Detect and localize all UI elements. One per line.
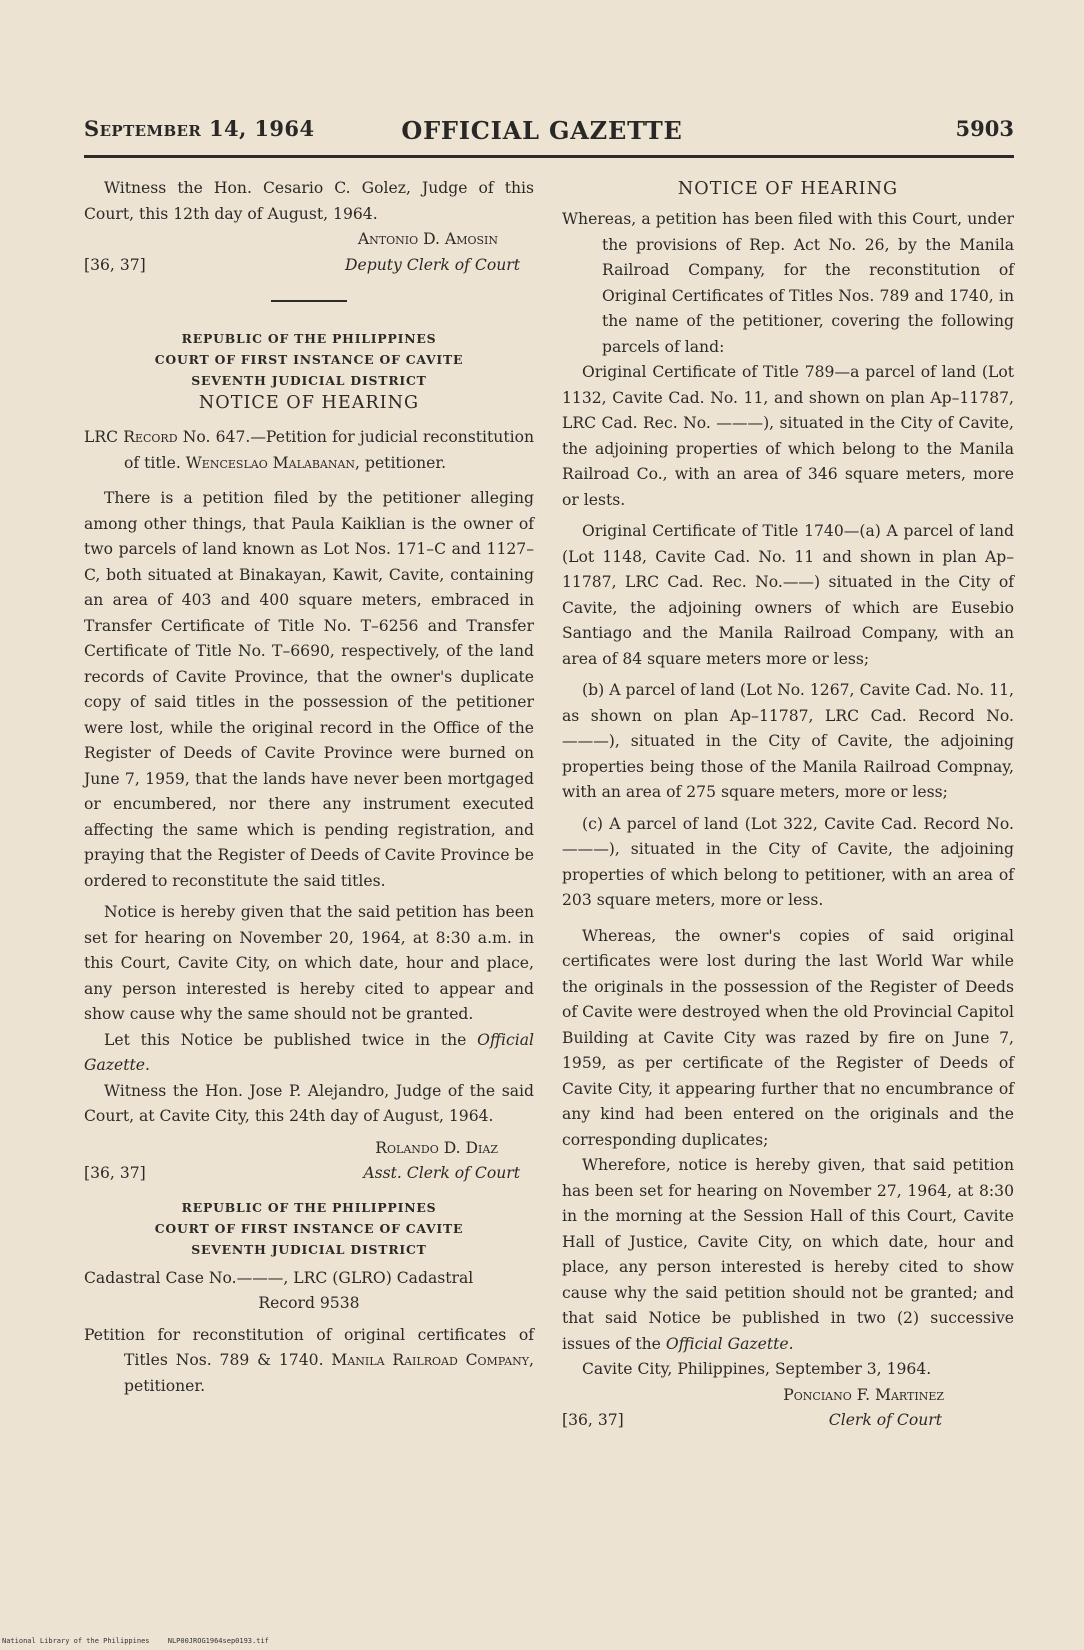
publish-paragraph	[84, 1028, 534, 1079]
scan-footer	[2, 1637, 283, 1645]
section-divider	[271, 300, 347, 302]
issue-reference-1: [36, 37]	[84, 255, 146, 274]
header-date: September 14, 1964	[84, 116, 315, 141]
header-rule	[84, 155, 1014, 158]
notice-title-2: NOTICE OF HEARING	[677, 179, 899, 199]
hearing-notice-paragraph: Notice is hereby given that the said petition has been set for hearing on November 20, 1964, at 8:30 a.m. in this Court, Cavite City, on which date, hour and place, any person interested is hereby cited to appear and show cause why the same should not be granted.	[84, 903, 534, 1023]
signature-name-3: Ponciano F. Martinez	[783, 1385, 944, 1404]
signature-title-1: Deputy Clerk of Court	[345, 255, 520, 274]
court-heading-2-line-2: COURT OF FIRST INSTANCE OF CAVITE	[154, 1220, 464, 1236]
cadastral-record-line: Record 9538	[258, 1294, 360, 1312]
court-heading-1-line-3: SEVENTH JUDICIAL DISTRICT	[191, 373, 427, 388]
petition-caption-text: Petition for reconstitution of original certificates of Titles Nos. 789 & 1740.	[84, 1325, 534, 1369]
court-heading-1-line-1: REPUBLIC OF THE PHILIPPINES	[181, 331, 437, 346]
court-heading-2-line-1: REPUBLIC OF THE PHILIPPINES	[181, 1199, 437, 1215]
parcel-b-paragraph: (b) A parcel of land (Lot No. 1267, Cavite Cad. No. 11, as shown on plan Ap–11787, LRC Cad. Record No. ———), situated in the City of Cavite, the adjoining properties being those of the Manila Railroad Compnay, with an area of 275 square meters, more or less;	[562, 681, 1014, 801]
signature-row-1	[84, 253, 534, 279]
issue-reference-3: [36, 37]	[562, 1411, 624, 1429]
cadastral-case-line: Cadastral Case No.———, LRC (GLRO) Cadastral	[84, 1268, 474, 1287]
signature-row-3	[562, 1408, 1014, 1434]
whereas-paragraph-1: Whereas, a petition has been filed with this Court, under the provisions of Rep. Act No. 26, by the Manila Railroad Company, for the reconstitution of Original Certificates of Titles Nos. 789 and 1740, in the name of the petitioner, covering the following parcels of land:	[562, 210, 1014, 356]
lrc-record-end: petitioner.	[360, 453, 447, 472]
petition-paragraph: There is a petition filed by the petitioner alleging among other things, that Paula Kaiklian is the owner of two parcels of land known as Lot Nos. 171–C and 1127–C, both situated at Binakayan, Kawit, Cavite, containing an area of 403 and 400 square meters, embraced in Transfer Certificate of Title No. T–6256 and Transfer Certificate of Title No. T–6690, respectively, of the land records of Cavite Province, that the owner's duplicate copy of said titles in the possession of the petitioner were lost, while the original record in the Office of the Register of Deeds of Cavite Province were burned on June 7, 1959, that the lands have never been mortgaged or encumbered, nor there any instrument executed affecting the same which is pending registration, and praying that the Register of Deeds of Cavite Province be ordered to reconstitute the said titles.	[84, 489, 534, 890]
petition-caption-end: petitioner.	[124, 1376, 206, 1395]
header-title: OFFICIAL GAZETTE	[401, 116, 683, 145]
lrc-record-label: LRC Record	[84, 428, 178, 446]
signature-row-2	[84, 1161, 534, 1187]
wherefore-text: Wherefore, notice is hereby given, that said petition has been set for hearing on November 27, 1964, at 8:30 in the morning at the Session Hall of this Court, Cavite Hall of Justice, Cavite City, on which date, hour and place, any person interested is hereby cited to show cause why the said petition should not be granted; and that said Notice be published in two (2) successive issues of the	[562, 1156, 1014, 1353]
left-column	[84, 176, 534, 1399]
court-heading-2-line-3: SEVENTH JUDICIAL DISTRICT	[191, 1241, 427, 1257]
petitioner-company: Manila Railroad Company,	[331, 1351, 535, 1369]
publish-gazette-name: Official Gazette.	[84, 1030, 534, 1074]
right-column	[562, 177, 1014, 1434]
page-number: 5903	[955, 116, 1014, 141]
notice-title-1: NOTICE OF HEARING	[198, 393, 420, 413]
publish-text: Let this Notice be published twice in the	[104, 1030, 478, 1049]
wherefore-gazette-name: Official Gazette.	[665, 1334, 794, 1353]
court-heading-1-line-2: COURT OF FIRST INSTANCE OF CAVITE	[154, 352, 464, 367]
oct-1740-a-paragraph: Original Certificate of Title 1740—(a) A parcel of land (Lot 1148, Cavite Cad. No. 11 and shown in plan Ap–11787, LRC Cad. Rec. No.——) situated in the City of Cavite, the adjoining owners of which are Eusebio Santiago and the Manila Railroad Company, with an area of 84 square meters more or less;	[562, 522, 1014, 668]
place-date-line: Cavite City, Philippines, September 3, 1964.	[582, 1360, 932, 1378]
footer-library: National Library of the Philippines	[2, 1637, 150, 1645]
signature-title-3: Clerk of Court	[828, 1411, 942, 1429]
witness-paragraph-1: Witness the Hon. Cesario C. Golez, Judge of this Court, this 12th day of August, 1964.	[84, 179, 534, 223]
petition-caption	[84, 1323, 534, 1400]
lrc-record-caption	[84, 425, 534, 476]
issue-reference-2: [36, 37]	[84, 1164, 146, 1182]
footer-file: NLP00JROG1964sep0193.tif	[167, 1637, 269, 1645]
whereas-paragraph-2: Whereas, the owner's copies of said original certificates were lost during the last World War while the originals in the possession of the Register of Deeds of Cavite were destroyed when the old Provincial Capitol Building at Cavite City was razed by fire on June 7, 1959, as per certificate of the Register of Deeds of Cavite City, it appearing further that no encumbrance of any kind had been entered on the originals and the corresponding duplicates;	[562, 926, 1014, 1149]
signature-title-2: Asst. Clerk of Court	[363, 1164, 520, 1182]
signature-name-1: Antonio D. Amosin	[357, 230, 498, 248]
parcel-c-paragraph: (c) A parcel of land (Lot 322, Cavite Cad. Record No.———), situated in the City of Cavite, the adjoining properties of which belong to petitioner, with an area of 203 square meters, more or less.	[562, 814, 1014, 909]
oct-789-paragraph: Original Certificate of Title 789—a parcel of land (Lot 1132, Cavite Cad. No. 11, and shown on plan Ap–11787, LRC Cad. Rec. No. ———), situated in the City of Cavite, the adjoining properties of which belong to the Manila Railroad Co., with an area of 346 square meters, more or lests.	[562, 363, 1014, 509]
wherefore-paragraph	[562, 1153, 1014, 1357]
lrc-petitioner-name: Wenceslao Malabanan,	[185, 453, 361, 472]
signature-name-2: Rolando D. Diaz	[375, 1138, 498, 1157]
witness-paragraph-2: Witness the Hon. Jose P. Alejandro, Judge of the said Court, at Cavite City, this 24th day of August, 1964.	[84, 1081, 534, 1125]
lrc-record-text: No. 647.—Petition for judicial reconstitution of title.	[124, 428, 535, 472]
